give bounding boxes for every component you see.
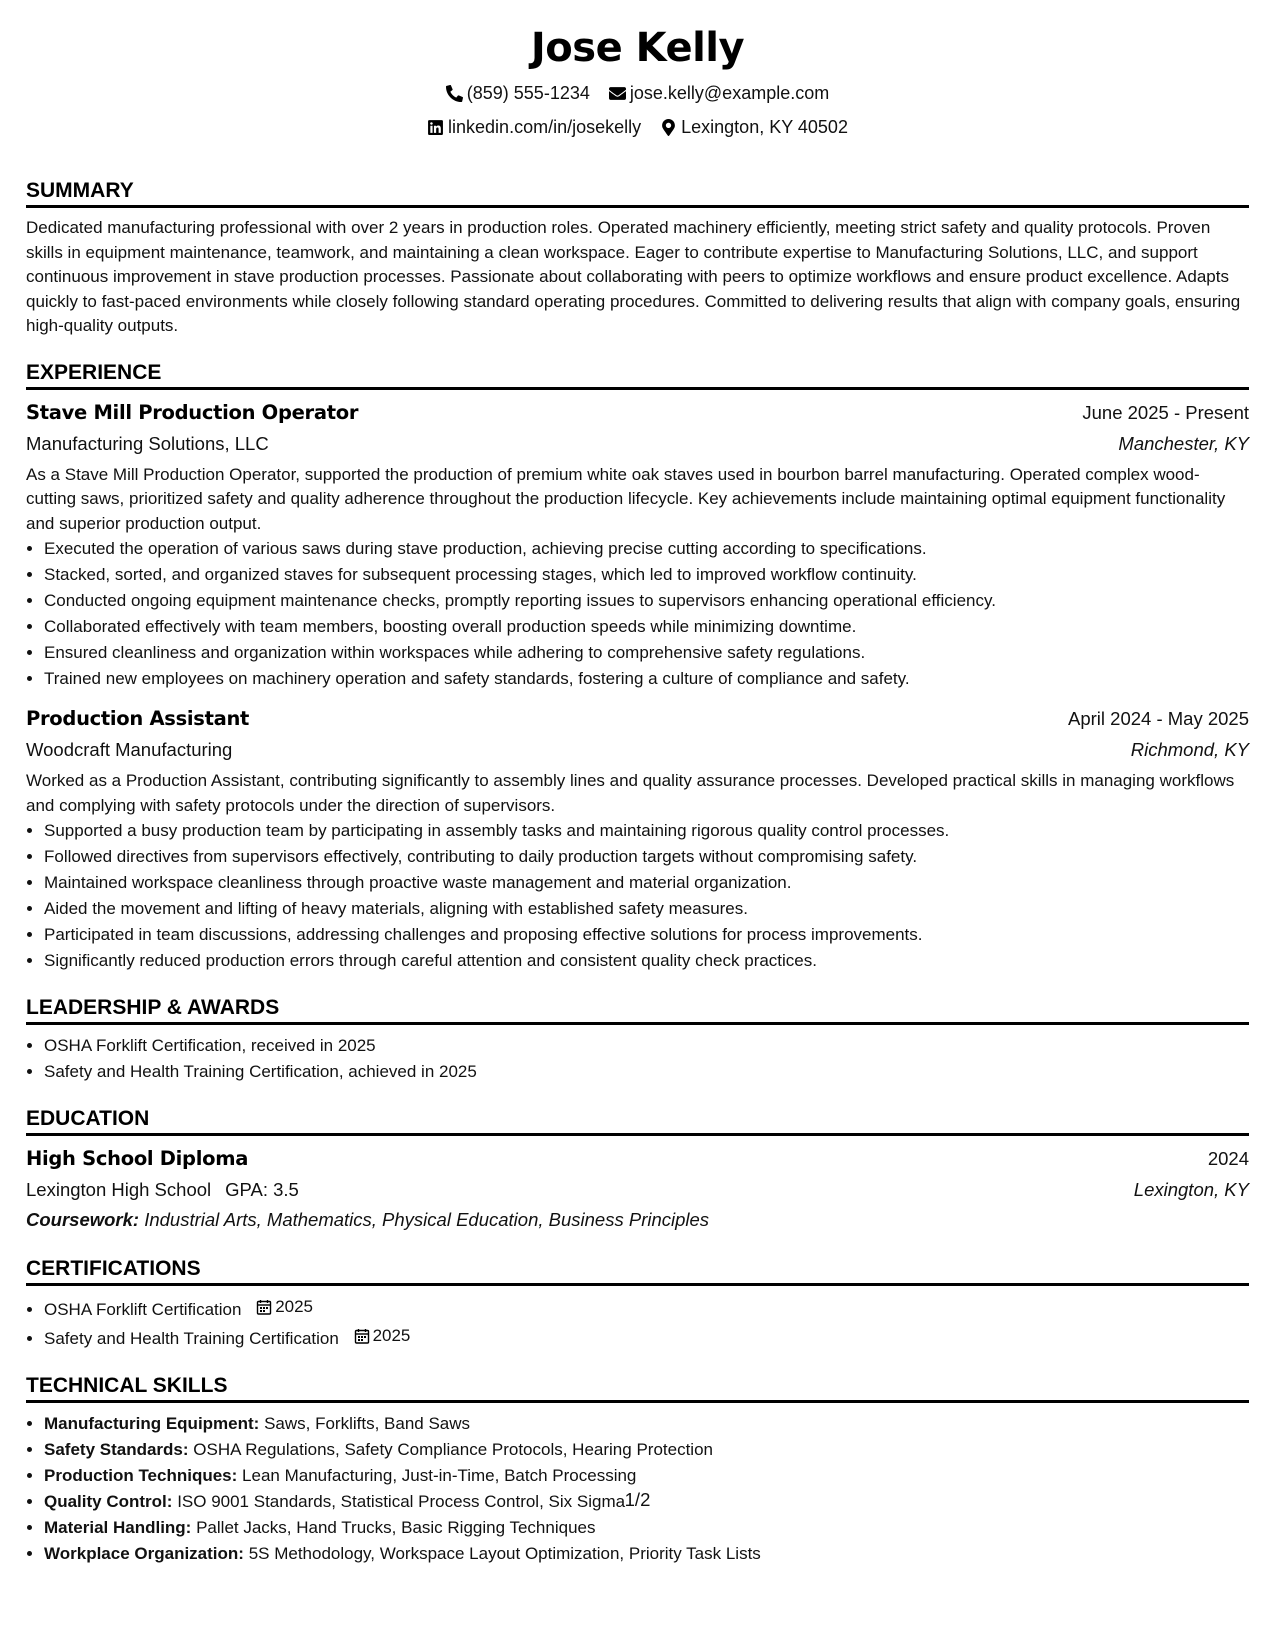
job-bullets bbox=[26, 536, 1249, 692]
graduation-year: 2024 bbox=[1207, 1148, 1249, 1169]
summary-text: Dedicated manufacturing professional with over 2 years in production roles. Operated machinery efficiently, meeting strict safety and quality protocols. Proven skills in equipment maintenance, teamwork, and maintaining a clean workspace. Eager to contribute expertise to Manufacturing Solutions, LLC, and support continuous improvement in stave production processes. Passionate about collaborating with peers to optimize workflows and ensure product excellence. Adapts quickly to fast-paced environments while closely following standard operating procedures. Committed to delivering results that align with company goals, ensuring high-quality outputs. bbox=[26, 218, 1241, 335]
job-bullet: • Collaborated effectively with team members, boosting overall production speeds while minimizing downtime. bbox=[44, 614, 1249, 640]
company-name: Woodcraft Manufacturing bbox=[26, 739, 233, 760]
phone-contact bbox=[446, 78, 590, 109]
job-bullet: • Trained new employees on machinery operation and safety standards, fostering a culture of compliance and safety. bbox=[44, 666, 1249, 692]
job-dates: April 2024 - May 2025 bbox=[1068, 708, 1249, 729]
location-contact bbox=[660, 112, 848, 143]
experience-heading: EXPERIENCE bbox=[26, 360, 1249, 390]
job-bullets bbox=[26, 818, 1249, 974]
coursework-list: Industrial Arts, Mathematics, Physical Education, Business Principles bbox=[144, 1209, 710, 1230]
school-line bbox=[26, 1175, 299, 1204]
education-section bbox=[26, 1106, 1249, 1235]
phone-icon bbox=[446, 85, 463, 102]
certifications-list bbox=[26, 1294, 1249, 1352]
job-bullet: • Significantly reduced production errors through careful attention and consistent quality check practices. bbox=[44, 948, 1249, 974]
skill-item bbox=[44, 1541, 1249, 1567]
certification-name: OSHA Forklift Certification bbox=[44, 1300, 242, 1319]
contact-line-1 bbox=[26, 78, 1249, 112]
job-description: Worked as a Production Assistant, contributing significantly to assembly lines and quality assurance processes. Developed practical skills in managing workflows and complying with safety protocols under the direction of supervisors. bbox=[26, 771, 1235, 815]
school-location: Lexington, KY bbox=[1133, 1179, 1249, 1200]
certifications-heading: CERTIFICATIONS bbox=[26, 1256, 1249, 1286]
skill-category: Material Handling: bbox=[44, 1518, 192, 1537]
coursework-line bbox=[26, 1205, 1249, 1235]
certification-year: 2025 bbox=[372, 1326, 411, 1345]
skill-values: 5S Methodology, Workspace Layout Optimization, Priority Task Lists bbox=[248, 1544, 761, 1563]
skills-heading: TECHNICAL SKILLS bbox=[26, 1373, 1249, 1403]
job-bullet: • Ensured cleanliness and organization within workspaces while adhering to comprehensive safety regulations. bbox=[44, 640, 1249, 666]
calendar-icon bbox=[256, 1299, 272, 1315]
job-title: Production Assistant bbox=[26, 707, 250, 730]
candidate-name: Jose Kelly bbox=[530, 25, 745, 71]
job-bullet: • Conducted ongoing equipment maintenance checks, promptly reporting issues to supervisors enhancing operational efficiency. bbox=[44, 588, 1249, 614]
skill-category: Safety Standards: bbox=[44, 1440, 189, 1459]
certification-item bbox=[44, 1294, 1249, 1323]
contact-line-2 bbox=[26, 112, 1249, 146]
job-location: Manchester, KY bbox=[1118, 432, 1249, 454]
skill-values: Lean Manufacturing, Just-in-Time, Batch Processing bbox=[242, 1466, 637, 1485]
education-heading: EDUCATION bbox=[26, 1106, 1249, 1136]
skill-item bbox=[44, 1463, 1249, 1489]
skill-values: ISO 9001 Standards, Statistical Process Control, Six Sigma bbox=[177, 1492, 626, 1511]
leadership-heading: LEADERSHIP & AWARDS bbox=[26, 995, 1249, 1025]
skill-category: Quality Control: bbox=[44, 1492, 173, 1511]
certification-item bbox=[44, 1323, 1249, 1352]
job-title: Stave Mill Production Operator bbox=[26, 400, 359, 424]
leadership-item: • OSHA Forklift Certification, received in 2025 bbox=[44, 1033, 1249, 1059]
job-bullet: • Followed directives from supervisors effectively, contributing to daily production targets without compromising safety. bbox=[44, 844, 1249, 870]
linkedin-contact bbox=[427, 112, 641, 143]
skill-values: Pallet Jacks, Hand Trucks, Basic Rigging Techniques bbox=[196, 1518, 596, 1537]
page-number: 1/2 bbox=[624, 1489, 651, 1510]
certification-name: Safety and Health Training Certification bbox=[44, 1329, 339, 1348]
summary-section bbox=[26, 178, 1249, 339]
linkedin-url: linkedin.com/in/josekelly bbox=[448, 117, 642, 137]
skills-section bbox=[26, 1373, 1249, 1567]
job-bullet: • Participated in team discussions, addressing challenges and proposing effective solutions for process improvements. bbox=[44, 922, 1249, 948]
degree-name: High School Diploma bbox=[26, 1147, 249, 1170]
skill-item bbox=[44, 1437, 1249, 1463]
skill-category: Workplace Organization: bbox=[44, 1544, 244, 1563]
skill-values: Saws, Forklifts, Band Saws bbox=[264, 1414, 471, 1433]
leadership-section bbox=[26, 995, 1249, 1085]
resume-header bbox=[26, 18, 1249, 146]
gpa-text: GPA: 3.5 bbox=[225, 1179, 299, 1200]
job-bullet: • Stacked, sorted, and organized staves for subsequent processing stages, which led to improved workflow continuity. bbox=[44, 562, 1249, 588]
email-contact bbox=[609, 78, 829, 109]
skill-category: Manufacturing Equipment: bbox=[44, 1414, 260, 1433]
job-location: Richmond, KY bbox=[1130, 739, 1249, 760]
job-description: As a Stave Mill Production Operator, supported the production of premium white oak staves used in bourbon barrel manufacturing. Operated complex wood-cutting saws, prioritized safety and quality adherence throughout the production lifecycle. Key achievements include maintaining optimal equipment functionality and superior production output. bbox=[26, 464, 1226, 533]
phone-number: (859) 555-1234 bbox=[466, 83, 590, 103]
job-dates: June 2025 - Present bbox=[1082, 401, 1249, 423]
skill-item bbox=[44, 1515, 1249, 1541]
certifications-section bbox=[26, 1256, 1249, 1352]
calendar-icon bbox=[354, 1328, 370, 1344]
job-bullet: • Aided the movement and lifting of heavy materials, aligning with established safety measures. bbox=[44, 896, 1249, 922]
skill-category: Production Techniques: bbox=[44, 1466, 238, 1485]
envelope-icon bbox=[609, 85, 626, 102]
resume-page bbox=[26, 18, 1249, 1567]
experience-section bbox=[26, 360, 1249, 975]
job-bullet: • Supported a busy production team by participating in assembly tasks and maintaining rigorous quality control processes. bbox=[44, 818, 1249, 844]
company-name: Manufacturing Solutions, LLC bbox=[26, 432, 269, 454]
skill-item bbox=[44, 1411, 1249, 1437]
location-text: Lexington, KY 40502 bbox=[681, 117, 848, 137]
job-bullet: • Executed the operation of various saws during stave production, achieving precise cutting according to specifications. bbox=[44, 536, 1249, 562]
job-entry bbox=[26, 704, 1249, 974]
email-address: jose.kelly@example.com bbox=[629, 83, 830, 103]
linkedin-icon bbox=[427, 119, 444, 136]
certification-year: 2025 bbox=[275, 1297, 314, 1316]
job-entry bbox=[26, 398, 1249, 693]
summary-heading: SUMMARY bbox=[26, 178, 1249, 208]
leadership-item: • Safety and Health Training Certification, achieved in 2025 bbox=[44, 1059, 1249, 1085]
map-pin-icon bbox=[660, 119, 677, 136]
job-bullet: • Maintained workspace cleanliness through proactive waste management and material organization. bbox=[44, 870, 1249, 896]
school-name: Lexington High School bbox=[26, 1179, 212, 1200]
leadership-list bbox=[26, 1033, 1249, 1085]
coursework-label: Coursework: bbox=[26, 1209, 140, 1230]
skill-values: OSHA Regulations, Safety Compliance Protocols, Hearing Protection bbox=[193, 1440, 713, 1459]
